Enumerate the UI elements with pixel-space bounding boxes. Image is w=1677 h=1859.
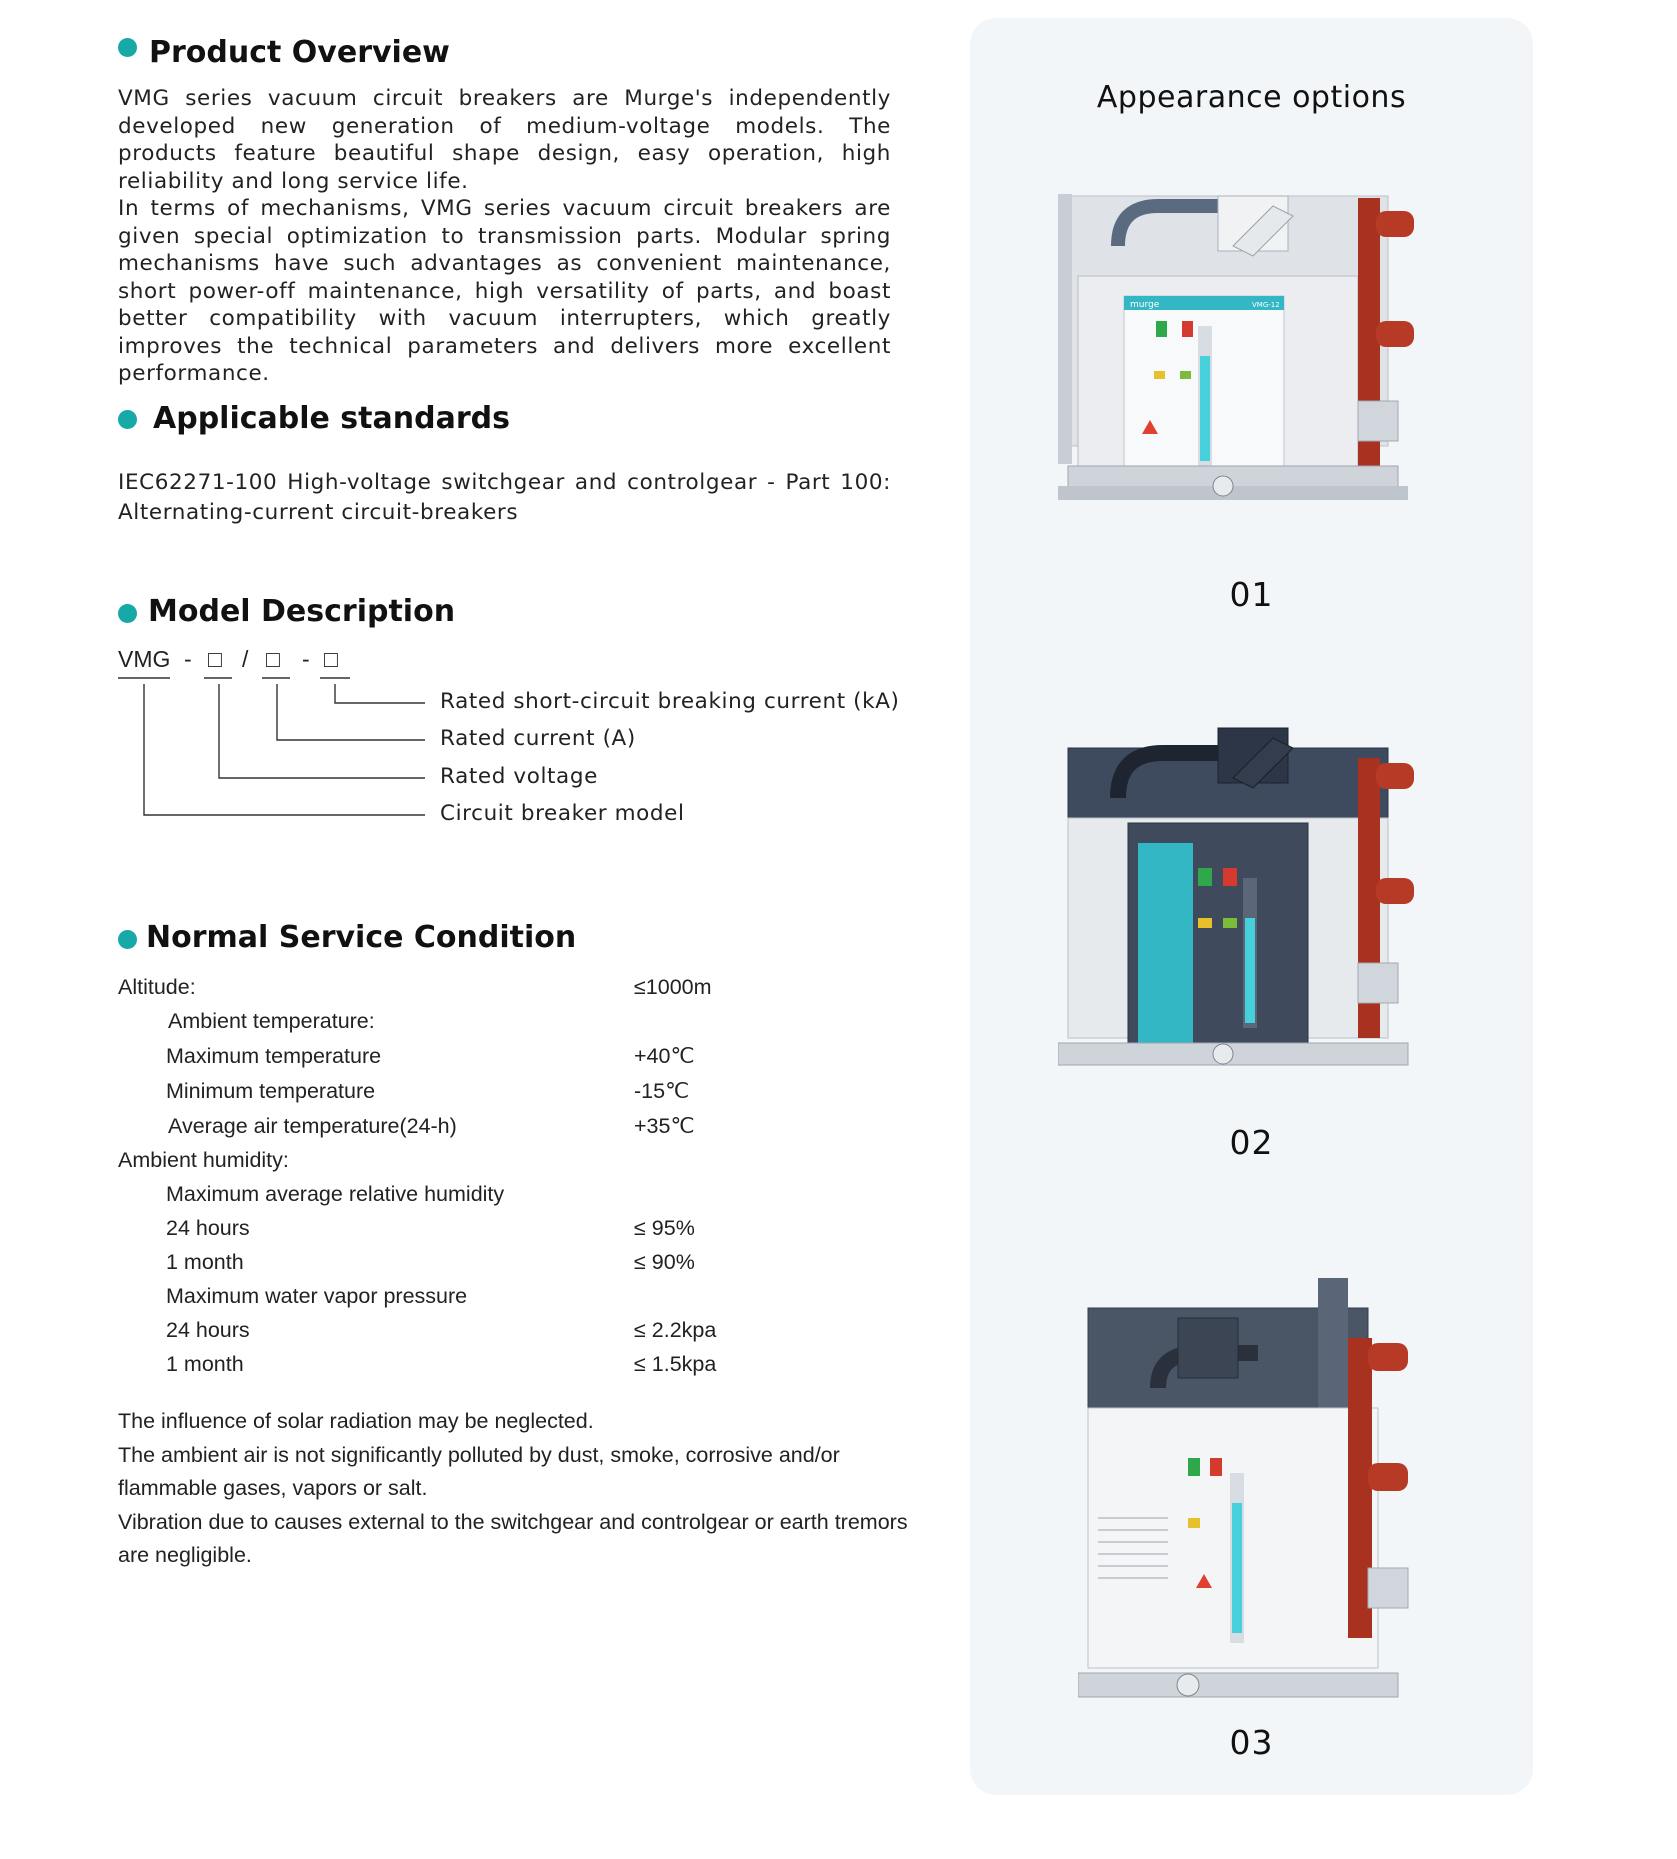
front-brand-label: murge [1130, 300, 1160, 310]
appearance-panel [970, 18, 1533, 1795]
overview-title: Product Overview [149, 35, 450, 70]
service-note: Vibration due to causes external to the switchgear and controlgear or earth tremors are negligible. [118, 1509, 908, 1567]
service-note: The ambient air is not significantly polluted by dust, smoke, corrosive and/or flammable gases, vapors or salt. [118, 1442, 840, 1500]
overview-paragraph-2: In terms of mechanisms, VMG series vacuum circuit breakers are given special optimization to transmission parts. Modular spring mechanisms have such advantages as convenient maintenance, short power-off maintenance, high versatility of parts, and boast better compatibility with vacuum interrupters, which greatly improves the technical parameters and delivers more excellent performance. [118, 196, 891, 386]
model-box-voltage: □ [208, 646, 222, 672]
standards-title: Applicable standards [153, 401, 510, 436]
model-title: Model Description [148, 594, 456, 629]
service-note: The influence of solar radiation may be neglected. [118, 1409, 594, 1433]
model-code-prefix: VMG [118, 646, 171, 672]
breaker-image-option-01 [1058, 186, 1438, 566]
front-model-label: VMG-12 [1252, 301, 1280, 309]
service-title: Normal Service Condition [146, 920, 577, 955]
appearance-option-03[interactable]: 03 [1229, 1723, 1274, 1762]
model-box-current: □ [266, 646, 280, 672]
model-label-breaking-current: Rated short-circuit breaking current (kA) [440, 689, 900, 714]
section-bullet-icon [118, 38, 137, 57]
section-bullet-icon [118, 604, 137, 623]
model-sep: - [302, 646, 310, 672]
breaker-image-option-02 [1058, 718, 1438, 1118]
appearance-title: Appearance options [1096, 80, 1407, 115]
appearance-option-01[interactable]: 01 [1229, 575, 1274, 614]
model-sep: - [184, 646, 192, 672]
service-notes [118, 1405, 918, 1573]
model-box-breaking: □ [324, 646, 338, 672]
standards-text: IEC62271-100 High-voltage switchgear and controlgear - Part 100: Alternating-current circuit-breakers [118, 470, 891, 525]
appearance-option-02[interactable]: 02 [1229, 1123, 1274, 1162]
model-label-breaker-model: Circuit breaker model [440, 801, 685, 826]
model-label-rated-current: Rated current (A) [440, 726, 636, 751]
overview-text [118, 85, 891, 388]
overview-paragraph-1: VMG series vacuum circuit breakers are Murge's independently developed new generation of medium-voltage models. The products feature beautiful shape design, easy operation, high reliability and long service life. [118, 86, 891, 194]
model-sep: / [242, 646, 249, 672]
section-bullet-icon [118, 930, 137, 949]
section-bullet-icon [118, 410, 137, 429]
breaker-image-option-03 [1078, 1278, 1438, 1718]
model-label-rated-voltage: Rated voltage [440, 764, 598, 789]
